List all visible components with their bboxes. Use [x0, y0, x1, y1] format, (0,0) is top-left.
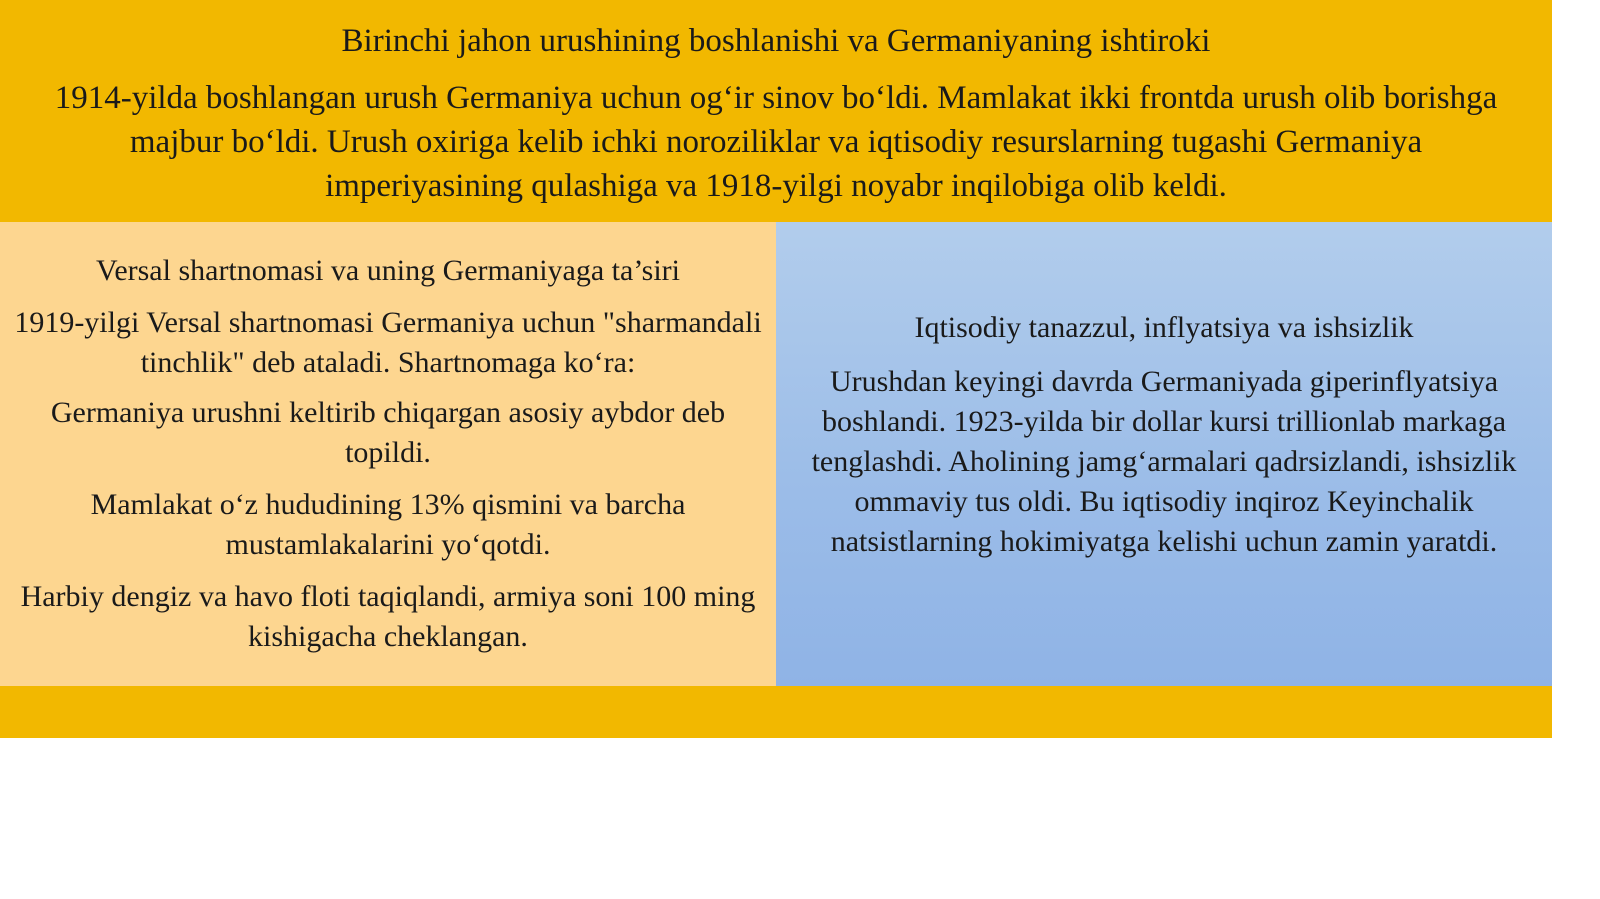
economy-panel-title: Iqtisodiy tanazzul, inflyatsiya va ishsizlik — [914, 311, 1414, 344]
economy-panel — [776, 222, 1552, 686]
top-panel-title: Birinchi jahon urushining boshlanishi va Germaniyaning ishtiroki — [341, 23, 1211, 59]
top-panel-body: 1914-yilda boshlangan urush Germaniya uchun og‘ir sinov bo‘ldi. Mamlakat ikki frontda urush olib borishga majbur bo‘ldi. Urush oxiriga kelib ichki noroziliklar va iqtisodiy resurslarning tugashi Germaniya imperiyasining qulashiga va 1918-yilgi noyabr inqilobiga olib keldi. — [54, 80, 1498, 204]
versailles-point-territory: Mamlakat o‘z hududining 13% qismini va barcha mustamlakalarini yo‘qotdi. — [90, 488, 686, 561]
versailles-panel-title: Versal shartnomasi va uning Germaniyaga ta’siri — [95, 254, 680, 287]
bottom-bar — [0, 686, 1552, 738]
versailles-point-guilt: Germaniya urushni keltirib chiqargan asosiy aybdor deb topildi. — [50, 396, 726, 469]
versailles-intro: 1919-yilgi Versal shartnomasi Germaniya uchun "sharmandali tinchlik" deb ataladi. Shartnomaga ko‘ra: — [14, 306, 762, 379]
versailles-panel — [0, 222, 776, 686]
economy-panel-body: Urushdan keyingi davrda Germaniyada giperinflyatsiya boshlandi. 1923-yilda bir dollar kursi trillionlab markaga tenglashdi. Aholining jamg‘armalari qadrsizlandi, ishsizlik ommaviy tus oldi. Bu iqtisodiy inqiroz Keyinchalik natsistlarning hokimiyatga kelishi uchun zamin yaratdi. — [811, 365, 1517, 558]
top-panel — [0, 0, 1552, 222]
versailles-point-military: Harbiy dengiz va havo floti taqiqlandi, armiya soni 100 ming kishigacha cheklangan. — [20, 580, 756, 653]
